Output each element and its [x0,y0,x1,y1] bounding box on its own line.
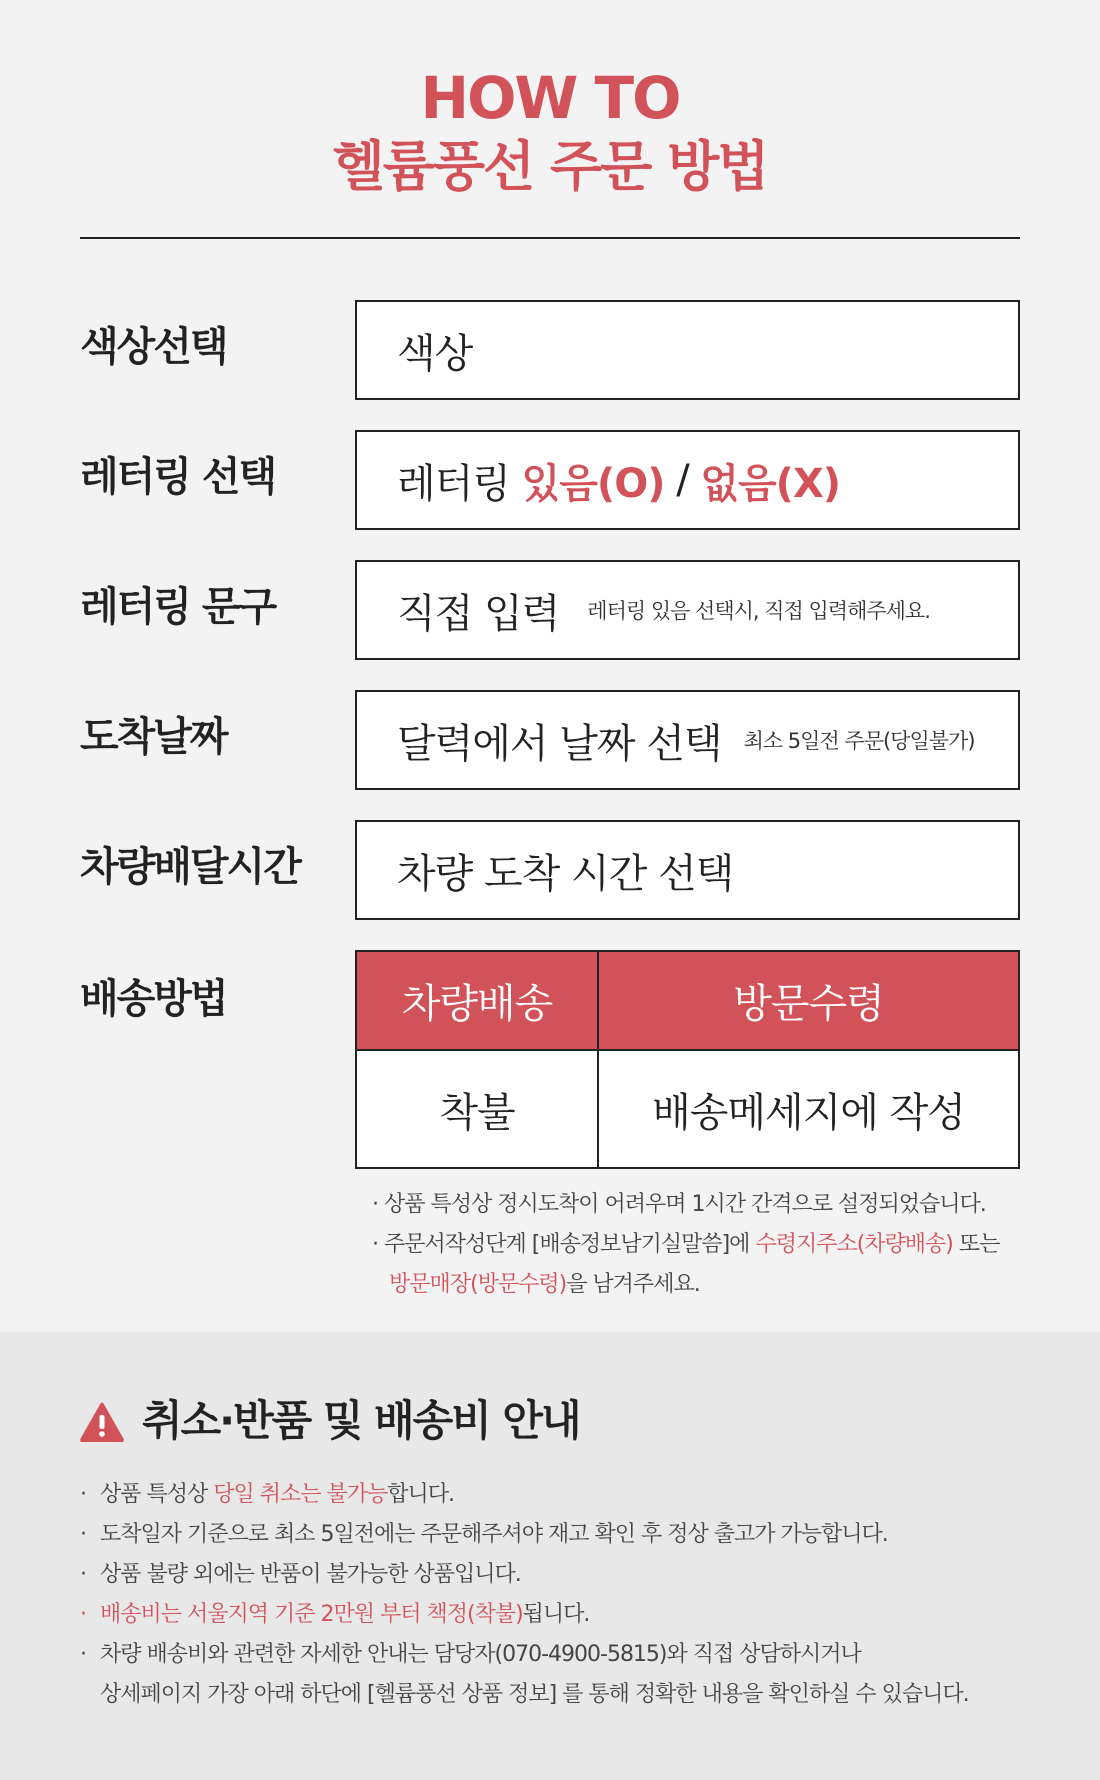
info-item-3-text: 상품 불량 외에는 반품이 불가능한 상품입니다. [100,1562,521,1587]
note-line-3 [372,1265,999,1305]
lettering-phrase-note: 레터링 있음 선택시, 직접 입력해주세요. [587,599,930,623]
warning-icon [80,1402,124,1442]
title-how-to: HOW TO [420,64,680,132]
vehicle-delivery-header: 차량배송 [357,952,597,1049]
info-item-1-tail: 합니다. [387,1482,455,1507]
info-item-5-text: 차량 배송비와 관련한 자세한 안내는 담당자(070-4900-5815)와 직접 상담하시거나 [100,1642,861,1667]
bullet-dot: · [80,1522,86,1547]
bullet-dot: · [80,1602,86,1627]
lettering-phrase-value: 직접 입력 [397,590,560,637]
delivery-time-label: 차량배달시간 [80,844,300,890]
vehicle-delivery-value: 착불 [439,1089,515,1136]
bullet-dot: · [80,1562,86,1587]
title-divider [80,237,1020,239]
note-line-2-tail: 또는 [952,1232,1000,1257]
note-line-2 [372,1225,999,1265]
lettering-no: 없음(X) [700,460,841,507]
bullet-dot: · [80,1482,86,1507]
visit-pickup-header: 방문수령 [599,952,1018,1049]
delivery-time-value: 차량 도착 시간 선택 [397,850,734,897]
shipping-method-label: 배송방법 [80,976,227,1022]
note-line-3-tail: 을 남겨주세요. [566,1272,700,1297]
color-select-label: 색상선택 [80,324,227,370]
info-item-4-highlight: 배송비는 서울지역 기준 2만원 부터 책정(착불) [100,1602,523,1627]
arrival-date-box [355,690,1020,790]
cancel-return-list [80,1475,969,1715]
note-line-2-highlight: 수령지주소(차량배송) [755,1232,953,1257]
bullet-dot: · [80,1642,86,1667]
note-line-3-highlight: 방문매장(방문수령) [389,1272,567,1297]
note-line-1: · 상품 특성상 정시도착이 어려우며 1시간 간격으로 설정되었습니다. [372,1192,986,1217]
info-item-1-highlight: 당일 취소는 불가능 [213,1482,388,1507]
lettering-prefix: 레터링 [397,460,522,507]
cancel-return-title: 취소·반품 및 배송비 안내 [142,1396,580,1445]
shipping-method-table [355,950,1020,1169]
page-title: 헬륨풍선 주문 방법 [332,135,768,198]
shipping-notes [372,1185,999,1305]
info-item-3 [80,1555,969,1595]
info-item-5-continued: 상세페이지 가장 아래 하단에 [헬륨풍선 상품 정보] 를 통해 정확한 내용을 확인하실 수 있습니다. [100,1682,969,1707]
lettering-select-box [355,430,1020,530]
visit-pickup-value: 배송메세지에 작성 [652,1089,965,1136]
info-item-4-tail: 됩니다. [522,1602,590,1627]
lettering-separator: / [664,457,701,503]
info-item-4 [80,1595,969,1635]
arrival-date-label: 도착날짜 [80,714,227,760]
lettering-phrase-label: 레터링 문구 [80,584,276,630]
lettering-phrase-box [355,560,1020,660]
info-item-2 [80,1515,969,1555]
lettering-yes: 있음(O) [521,460,665,507]
arrival-date-note: 최소 5일전 주문(당일불가) [743,729,975,753]
delivery-time-box [355,820,1020,920]
lettering-select-label: 레터링 선택 [80,454,276,500]
color-select-box [355,300,1020,400]
color-select-value: 색상 [397,330,473,377]
arrival-date-value: 달력에서 날짜 선택 [397,720,722,767]
note-line-2-text: · 주문서작성단계 [배송정보남기실말씀]에 [372,1232,756,1257]
info-item-2-text: 도착일자 기준으로 최소 5일전에는 주문해주셔야 재고 확인 후 정상 출고가 가능합니다. [100,1522,888,1547]
info-item-1 [80,1475,969,1515]
info-item-1-text: 상품 특성상 [100,1482,214,1507]
info-item-5 [80,1635,969,1675]
